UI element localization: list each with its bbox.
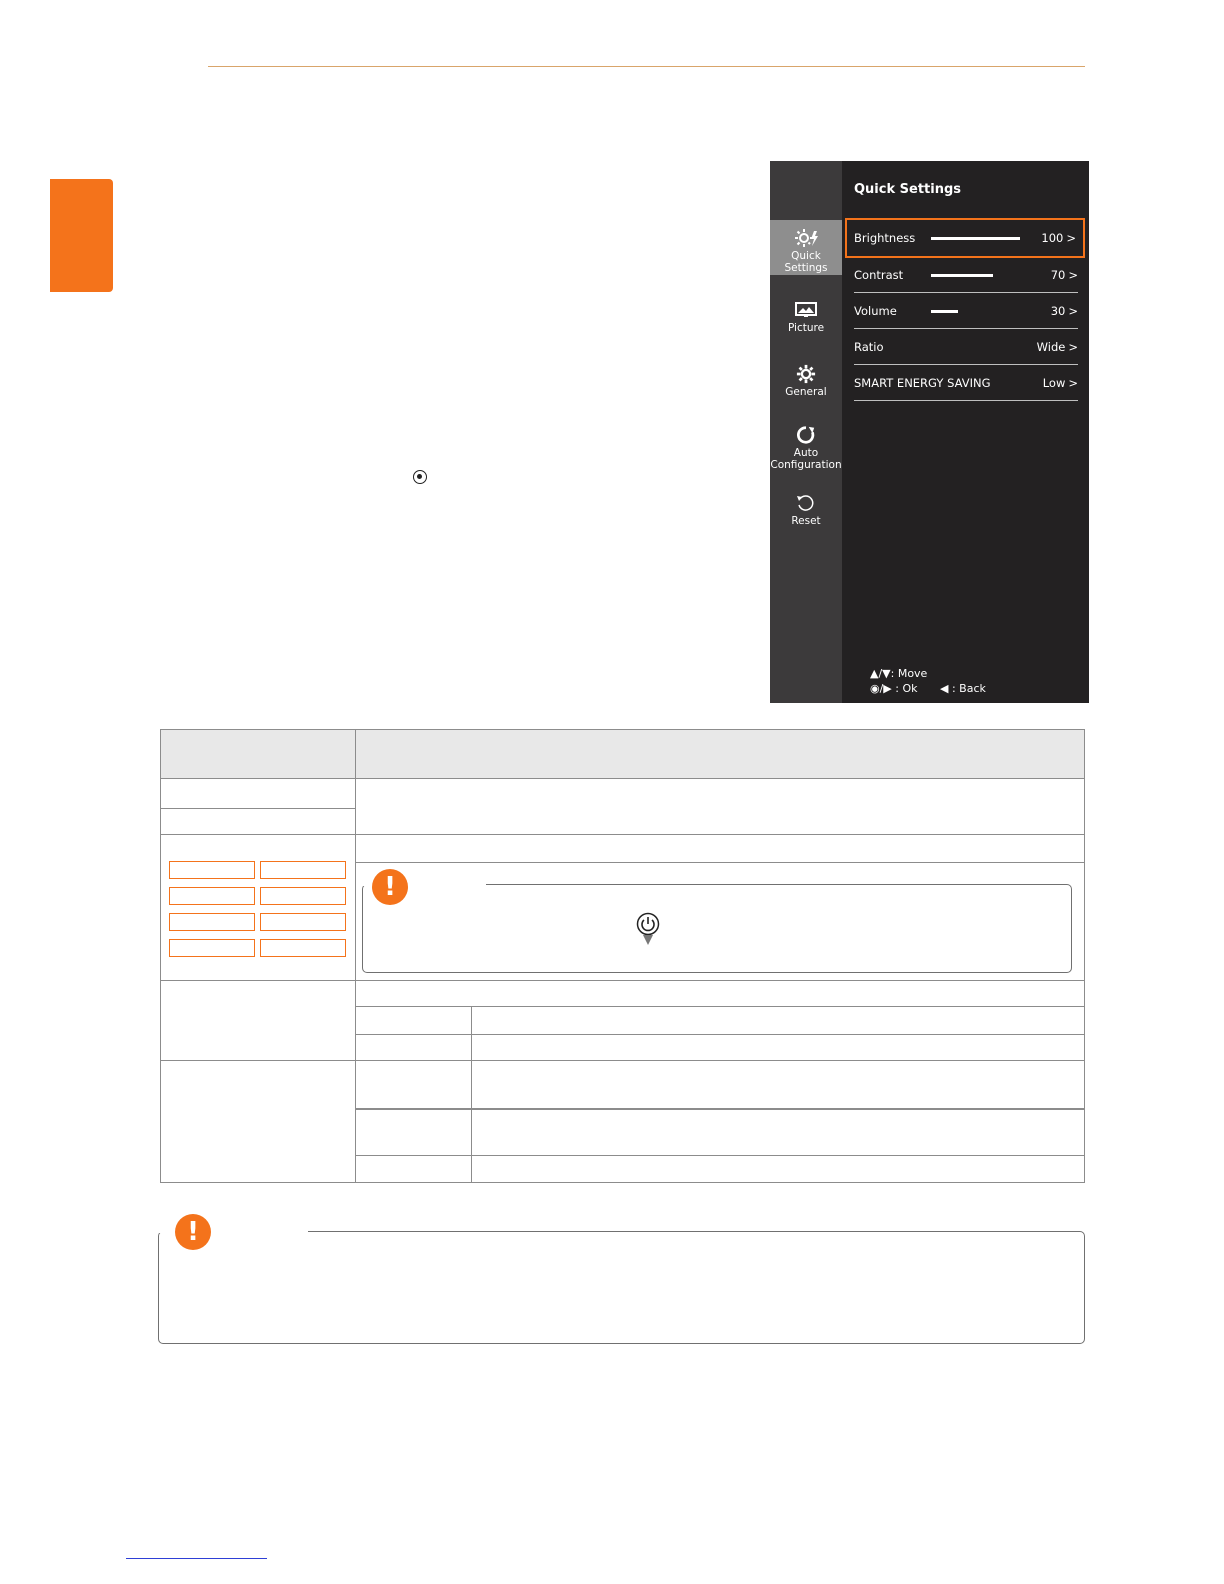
auto-configuration-icon <box>795 425 817 445</box>
nav-label: General <box>785 386 827 398</box>
nav-label: Configuration <box>770 459 842 471</box>
row-value: 100 > <box>1041 231 1076 245</box>
table-border <box>160 1182 1085 1183</box>
row-label: Ratio <box>854 340 884 354</box>
table-border <box>160 729 1085 730</box>
key-cell <box>169 939 255 957</box>
nav-label: Auto <box>793 447 819 459</box>
row-value: 70 > <box>1050 268 1078 282</box>
key-cell <box>260 887 346 905</box>
osd-title: Quick Settings <box>854 182 962 197</box>
table-row-divider <box>160 980 1085 981</box>
gear-icon <box>795 364 817 384</box>
table-row-divider <box>356 1155 1085 1156</box>
table-row-divider <box>356 862 1085 863</box>
table-row-divider <box>160 778 1085 779</box>
row-divider <box>854 400 1078 401</box>
table-row-divider <box>160 1060 1085 1061</box>
key-cell <box>169 887 255 905</box>
table-subcolumn-divider <box>471 1060 472 1183</box>
volume-row[interactable] <box>854 293 1078 329</box>
header-rule <box>208 66 1085 67</box>
nav-item-reset[interactable] <box>770 493 842 527</box>
nav-label: Picture <box>787 322 825 334</box>
table-border <box>1084 729 1085 1183</box>
table-subcolumn-divider <box>471 1006 472 1061</box>
chapter-tab <box>50 179 113 292</box>
row-value: 30 > <box>1050 304 1078 318</box>
row-label: Brightness <box>854 231 916 245</box>
nav-item-general[interactable] <box>770 364 842 398</box>
key-cell <box>260 913 346 931</box>
quick-settings-icon <box>793 228 819 248</box>
table-row-divider <box>356 1034 1085 1035</box>
table-row-divider <box>356 1006 1085 1007</box>
contrast-level-bar[interactable] <box>931 274 993 277</box>
row-label: Contrast <box>854 268 904 282</box>
key-cell <box>169 861 255 879</box>
key-cell <box>260 939 346 957</box>
nav-label: Reset <box>791 515 821 527</box>
row-value: Low > <box>1042 376 1078 390</box>
volume-level-bar[interactable] <box>931 310 958 313</box>
table-row-divider <box>356 1108 1085 1110</box>
caution-box <box>158 1231 1085 1344</box>
power-button-icon <box>636 912 660 946</box>
nav-item-quick-settings[interactable] <box>770 220 842 275</box>
table-column-divider <box>355 729 356 1183</box>
help-back: ◀ : Back <box>940 682 986 695</box>
nav-label: Settings <box>784 262 828 274</box>
brightness-row[interactable] <box>847 220 1083 256</box>
footer-link-underline[interactable] <box>126 1558 267 1559</box>
nav-item-picture[interactable] <box>770 300 842 334</box>
nav-label: Quick <box>791 250 821 262</box>
ratio-row[interactable] <box>854 329 1078 365</box>
inline-caution-box <box>362 884 1072 973</box>
table-row-divider <box>160 808 356 809</box>
key-cell <box>169 913 255 931</box>
osd-menu <box>770 161 1089 703</box>
row-label: Volume <box>854 304 897 318</box>
smart-energy-saving-row[interactable] <box>854 365 1078 401</box>
table-row-divider <box>160 834 1085 835</box>
brightness-level-bar[interactable] <box>931 237 1020 240</box>
row-value: Wide > <box>1036 340 1078 354</box>
osd-nav-sidebar <box>770 161 842 703</box>
reset-icon <box>795 493 817 513</box>
caution-icon: ! <box>372 869 408 905</box>
picture-icon <box>795 300 817 320</box>
row-label: SMART ENERGY SAVING <box>854 376 991 390</box>
nav-item-auto-configuration[interactable] <box>770 425 842 471</box>
joystick-button-icon <box>413 470 427 484</box>
caution-icon: ! <box>175 1214 211 1250</box>
help-move: ▲/▼: Move <box>870 667 928 680</box>
table-header <box>161 730 1085 778</box>
table-border <box>160 729 161 1183</box>
contrast-row[interactable] <box>854 257 1078 293</box>
key-cell <box>260 861 346 879</box>
help-ok: ◉/▶ : Ok <box>870 682 918 695</box>
